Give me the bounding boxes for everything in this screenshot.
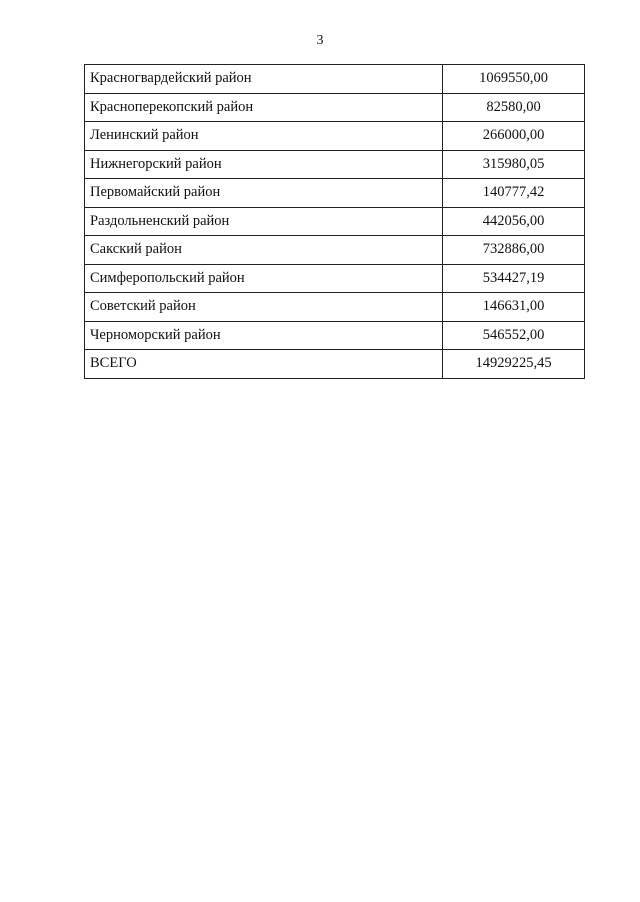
district-name: Раздольненский район <box>85 207 443 236</box>
total-label: ВСЕГО <box>85 350 443 379</box>
district-amount: 82580,00 <box>443 93 585 122</box>
district-name: Красноперекопский район <box>85 93 443 122</box>
total-row <box>85 350 585 379</box>
district-name: Черноморский район <box>85 321 443 350</box>
district-amount: 266000,00 <box>443 122 585 151</box>
table-row <box>85 122 585 151</box>
district-amount: 1069550,00 <box>443 65 585 94</box>
table-row <box>85 179 585 208</box>
district-amounts-table <box>84 64 585 379</box>
table-row <box>85 65 585 94</box>
district-amount: 140777,42 <box>443 179 585 208</box>
district-amount: 442056,00 <box>443 207 585 236</box>
district-amount: 546552,00 <box>443 321 585 350</box>
table-row <box>85 207 585 236</box>
district-amount: 732886,00 <box>443 236 585 265</box>
total-amount: 14929225,45 <box>443 350 585 379</box>
district-name: Сакский район <box>85 236 443 265</box>
table-row <box>85 293 585 322</box>
district-name: Нижнегорский район <box>85 150 443 179</box>
district-name: Симферопольский район <box>85 264 443 293</box>
district-amount: 146631,00 <box>443 293 585 322</box>
page-number: 3 <box>316 33 324 48</box>
district-name: Первомайский район <box>85 179 443 208</box>
district-name: Красногвардейский район <box>85 65 443 94</box>
district-amount: 534427,19 <box>443 264 585 293</box>
district-name: Советский район <box>85 293 443 322</box>
table-row <box>85 150 585 179</box>
table-row <box>85 264 585 293</box>
table-row <box>85 93 585 122</box>
district-amount: 315980,05 <box>443 150 585 179</box>
table-row <box>85 236 585 265</box>
district-name: Ленинский район <box>85 122 443 151</box>
table-row <box>85 321 585 350</box>
